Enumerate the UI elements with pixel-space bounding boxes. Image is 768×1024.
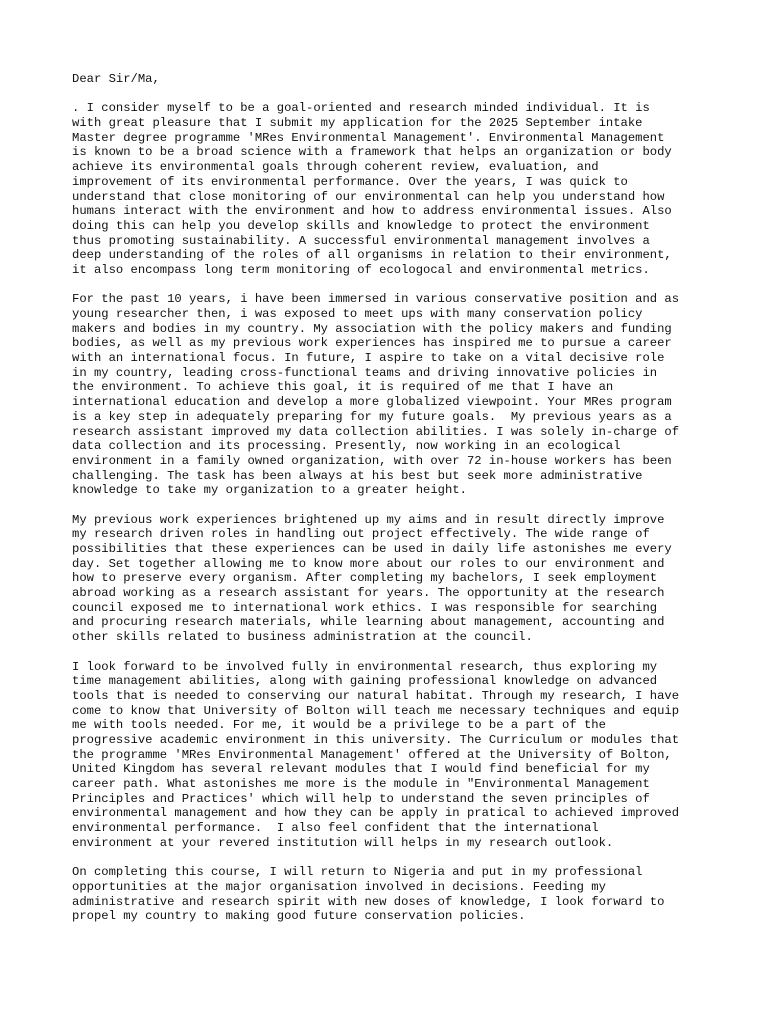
text-line: young researcher then, i was exposed to meet ups with many conservation policy (72, 307, 643, 321)
text-line: improvement of its environmental performance. Over the years, I was quick to (72, 174, 628, 189)
text-line: Master degree programme 'MRes Environmental Management'. Environmental Management (72, 130, 665, 145)
text-line: propel my country to making good future conservation policies. (72, 909, 526, 924)
text-line: challenging. The task has been always at his best but seek more administrative (72, 468, 643, 483)
text-line: . I consider myself to be a goal-oriented and research minded individual. It is (72, 101, 650, 116)
text-line: council exposed me to international work ethics. I was responsible for searching (72, 600, 658, 615)
text-line: international education and develop a more globalized viewpoint. Your MRes program (72, 395, 672, 410)
letter-page (72, 72, 702, 924)
text-line: abroad working as a research assistant for years. The opportunity at the research (72, 586, 665, 601)
text-line: tools that is needed to conserving our natural habitat. Through my research, I have (72, 688, 680, 703)
text-line: humans interact with the environment and how to address environmental issues. Also (72, 204, 672, 219)
text-line: makers and bodies in my country. My association with the policy makers and funding (72, 321, 672, 336)
text-line: environment at your revered institution will helps in my research outlook. (72, 835, 614, 850)
text-line: environment in a family owned organization, with over 72 in-house workers has been (72, 453, 672, 468)
text-line: the programme 'MRes Environmental Management' offered at the University of Bolton, (72, 747, 672, 762)
text-line: bodies, as well as my previous work experiences has inspired me to pursue a career (72, 336, 672, 351)
paragraph-gap (72, 645, 702, 660)
text-line: it also encompass long term monitoring of ecologocal and environmental metrics. (72, 262, 650, 277)
paragraph-gap (72, 850, 702, 865)
text-line: opportunities at the major organisation involved in decisions. Feeding my (72, 879, 606, 894)
text-line: thus promoting sustainability. A successful environmental management involves a (72, 233, 650, 248)
text-line: administrative and research spirit with new doses of knowledge, I look forward to (72, 894, 665, 909)
text-line: with an international focus. In future, I aspire to take on a vital decisive role (72, 351, 665, 366)
paragraph-5 (72, 865, 702, 924)
text-line: my research driven roles in handling out project effectively. The wide range of (72, 527, 650, 542)
paragraph-gap (72, 278, 702, 293)
text-line: For the past 10 years, i have been immersed in various conservative position and as (72, 292, 680, 307)
text-line: My previous work experiences brightened up my aims and in result directly improve (72, 512, 665, 527)
text-line: in my country, leading cross-functional teams and driving innovative policies in (72, 365, 658, 380)
text-line: time management abilities, along with gaining professional knowledge on advanced (72, 674, 658, 689)
paragraph-2 (72, 292, 702, 498)
text-line: Principles and Practices' which will help to understand the seven principles of (72, 791, 650, 806)
text-line: progressive academic environment in this university. The Curriculum or modules that (72, 732, 680, 747)
text-line: how to preserve every organism. After completing my bachelors, I seek employment (72, 571, 658, 586)
text-line: doing this can help you develop skills and knowledge to protect the environment (72, 218, 650, 233)
text-line: day. Set together allowing me to know more about our roles to our environment and (72, 556, 665, 571)
text-line: come to know that University of Bolton will teach me necessary techniques and equip (72, 703, 680, 718)
paragraph-3 (72, 513, 702, 645)
paragraph-1 (72, 101, 702, 277)
text-line: the environment. To achieve this goal, it is required of me that I have an (72, 380, 614, 395)
text-line: me with tools needed. For me, it would be a privilege to be a part of the (72, 718, 606, 733)
text-line: with great pleasure that I submit my application for the 2025 September intake (72, 116, 643, 131)
text-line: achieve its environmental goals through coherent review, evaluation, and (72, 160, 599, 175)
text-line: On completing this course, I will return to Nigeria and put in my professional (72, 865, 643, 880)
text-line: United Kingdom has several relevant modules that I would find beneficial for my (72, 762, 650, 777)
text-line: research assistant improved my data collection abilities. I was solely in-charge of (72, 424, 680, 439)
text-line: data collection and its processing. Presently, now working in an ecological (72, 439, 621, 454)
text-line: other skills related to business administration at the council. (72, 630, 533, 645)
salutation: Dear Sir/Ma, (72, 72, 160, 86)
text-line: is a key step in adequately preparing for my future goals. My previous years as a (72, 409, 672, 424)
text-line: understand that close monitoring of our environmental can help you understand how (72, 189, 665, 204)
paragraph-4 (72, 660, 702, 851)
text-line: I look forward to be involved fully in environmental research, thus exploring my (72, 659, 658, 674)
text-line: career path. What astonishes me more is the module in "Environmental Management (72, 777, 650, 791)
paragraph-gap (72, 87, 702, 102)
text-line: knowledge to take my organization to a greater height. (72, 483, 467, 498)
text-line: deep understanding of the roles of all organisms in relation to their environment, (72, 248, 672, 263)
text-line: possibilities that these experiences can be used in daily life astonishes me every (72, 542, 672, 556)
text-line: is known to be a broad science with a framework that helps an organization or body (72, 145, 672, 160)
text-line: environmental management and how they can be apply in pratical to achieved improved (72, 806, 680, 821)
text-line: environmental performance. I also feel confident that the international (72, 821, 599, 836)
paragraph-gap (72, 498, 702, 513)
text-line: and procuring research materials, while learning about management, accounting and (72, 615, 665, 630)
